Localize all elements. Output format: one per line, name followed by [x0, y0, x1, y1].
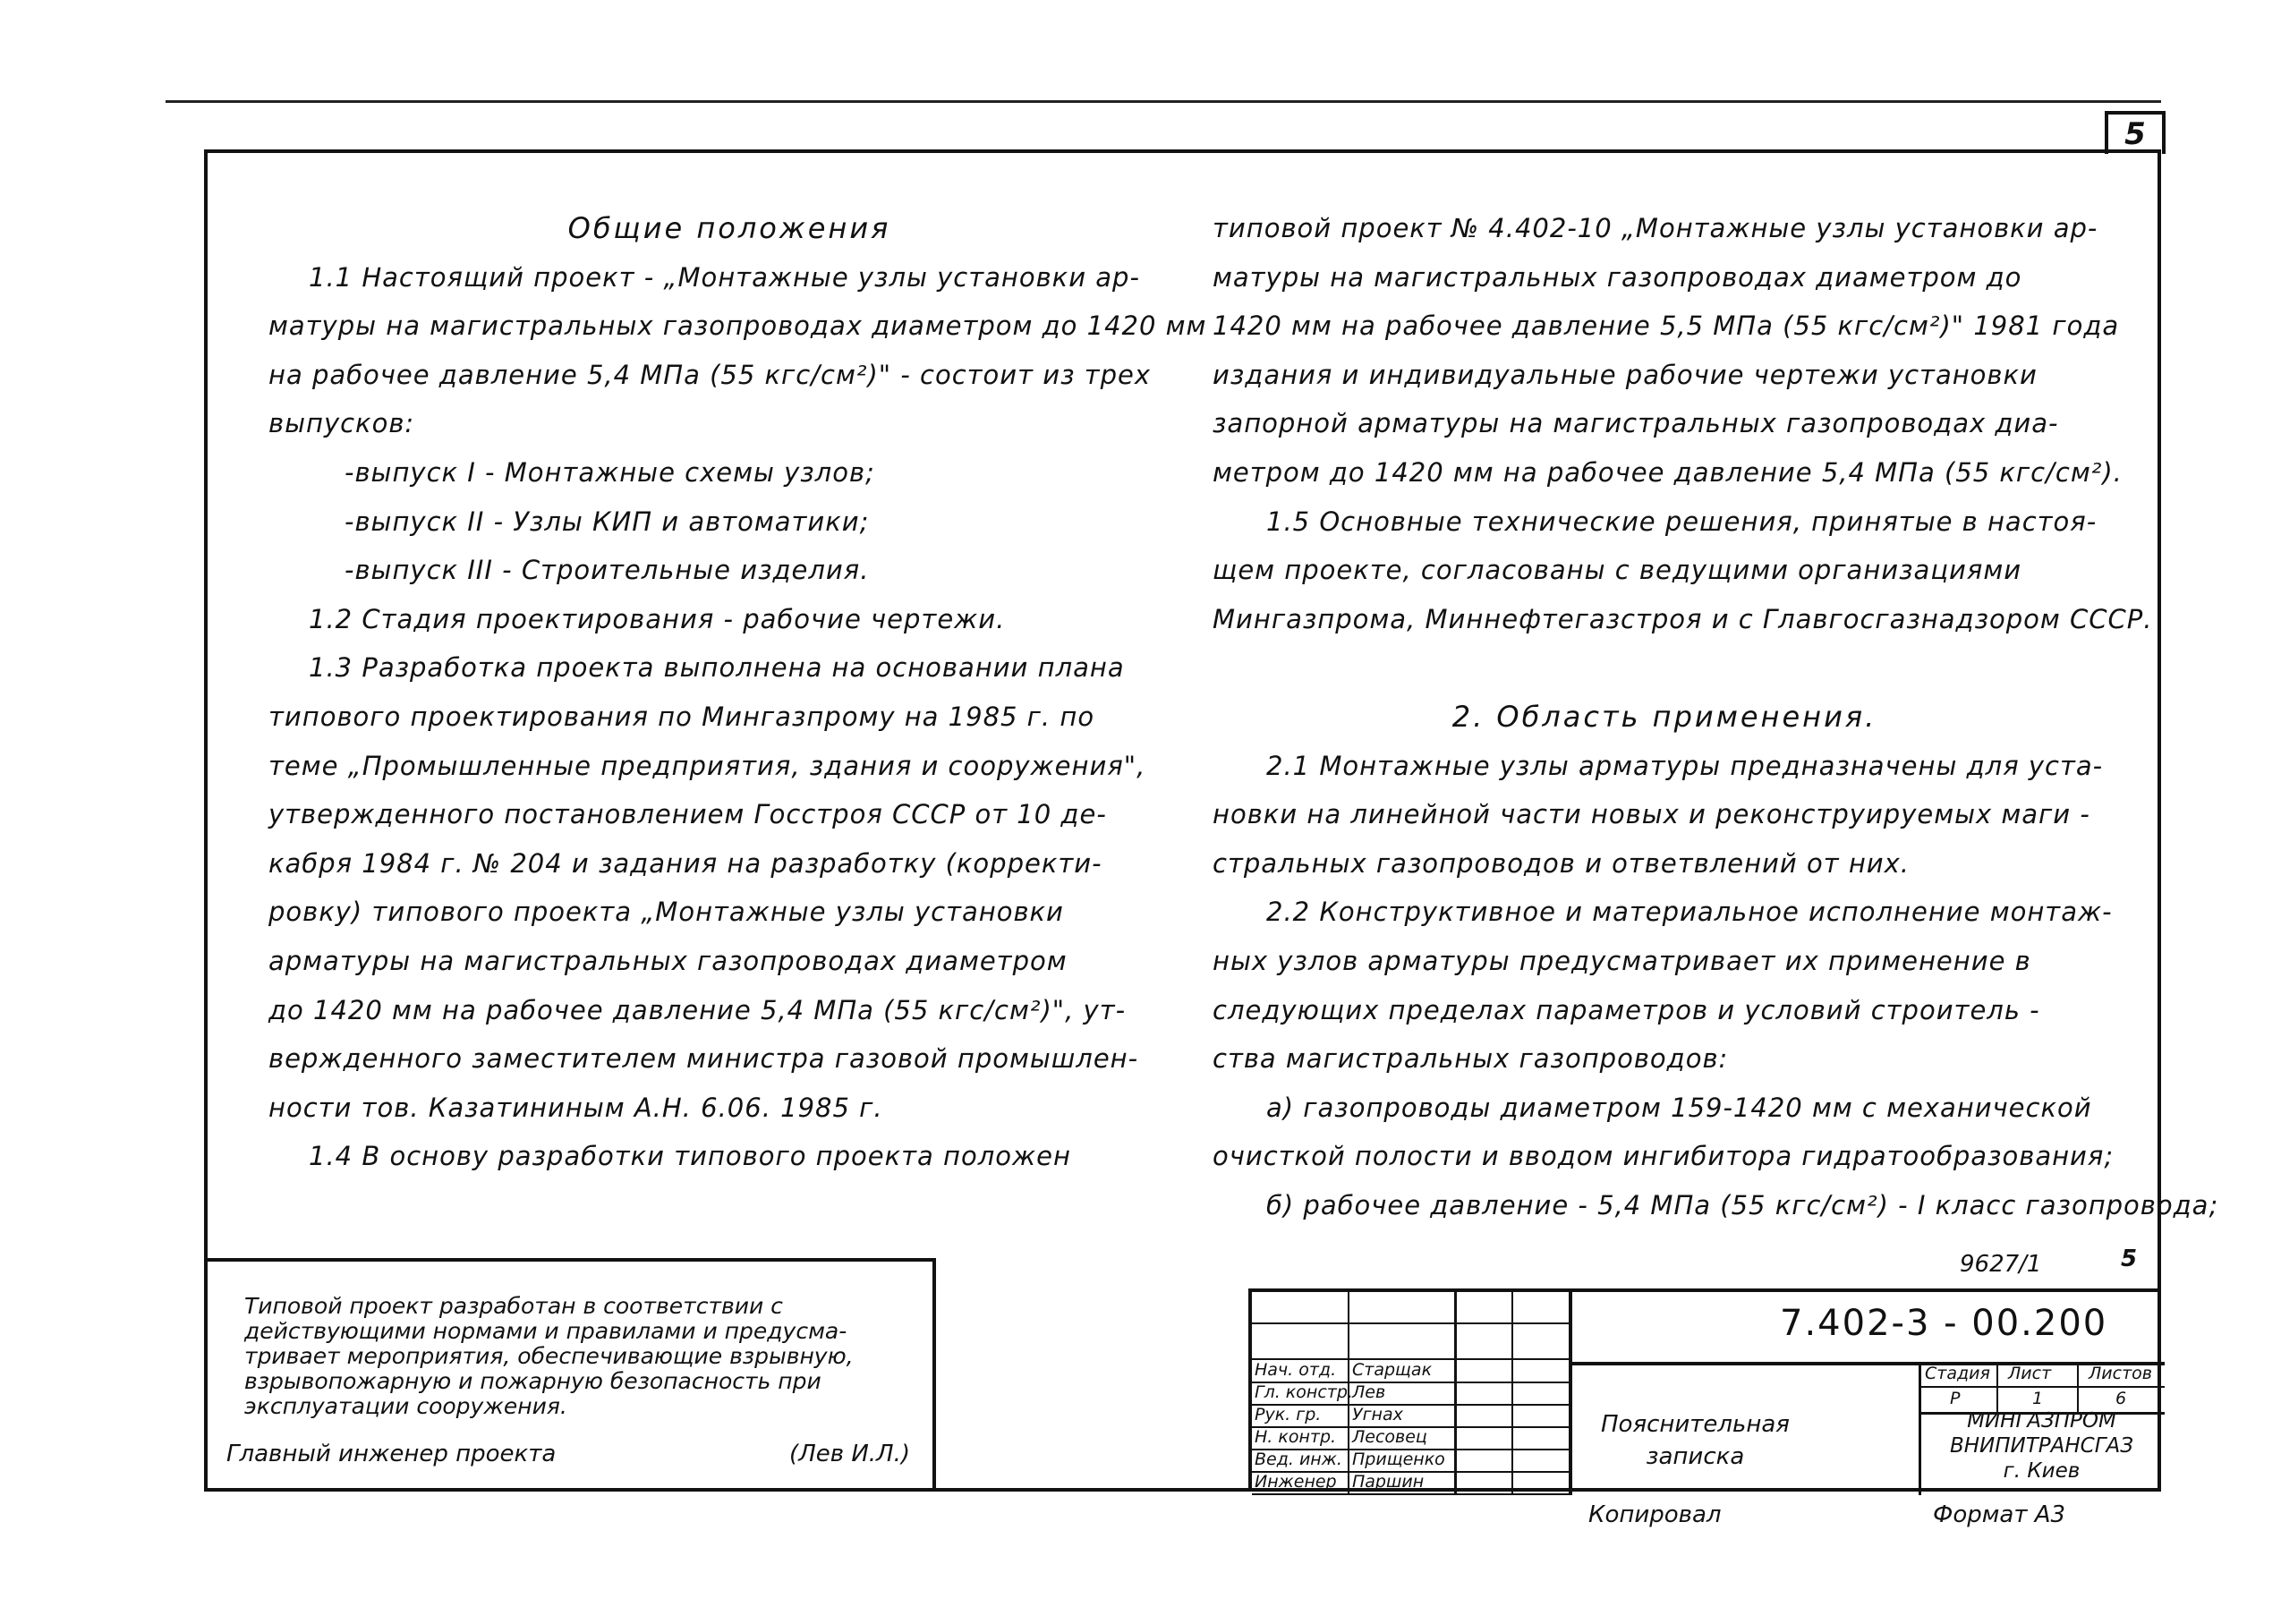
sheet-header: Лист	[2008, 1364, 2052, 1383]
signature-name: Старщак	[1352, 1360, 1433, 1380]
text-line: 1.5 Основные технические решения, принятые в настоя-	[1266, 506, 2098, 537]
note-text: Типовой проект разработан в соответствии с действующими нормами и правилами и предусма- тривает мероприятия, обеспечивающие взрывную, взрывопожарную и пожарную безопасность при эксплуатации сооружения.	[244, 1293, 854, 1419]
text-line: щем проекте, согласованы с ведущими организациями	[1213, 555, 2022, 586]
text-line: а) газопроводы диаметром 159-1420 мм с механической	[1266, 1092, 2092, 1123]
left-column	[268, 204, 1207, 1181]
signature-role: Н. контр.	[1255, 1427, 1337, 1447]
text-line: на рабочее давление 5,4 МПа (55 кгс/см²)" - состоит из трех	[268, 359, 1152, 390]
signature-role: Нач. отд.	[1255, 1360, 1337, 1380]
text-line: 1420 мм на рабочее давление 5,5 МПа (55 кгс/см²)" 1981 года	[1213, 310, 2120, 342]
text-line: 1.2 Стадия проектирования - рабочие чертежи.	[309, 603, 1006, 634]
signer-name: (Лев И.Л.)	[789, 1441, 910, 1467]
text-line: запорной арматуры на магистральных газопроводах диа-	[1213, 408, 2059, 439]
copied-label: Копировал	[1588, 1501, 1722, 1528]
text-line: издания и индивидуальные рабочие чертежи установки	[1213, 359, 2038, 390]
text-line: арматуры на магистральных газопроводах диаметром	[268, 945, 1068, 976]
text-line: -выпуск II - Узлы КИП и автоматики;	[345, 506, 870, 537]
grid-line	[1996, 1362, 1998, 1412]
text-line: матуры на магистральных газопроводах диаметром до 1420 мм	[268, 310, 1207, 342]
sheet-number: 5	[2105, 111, 2166, 154]
text-line: 1.1 Настоящий проект - „Монтажные узлы установки ар-	[309, 261, 1140, 293]
text-line: 1.3 Разработка проекта выполнена на основании плана	[309, 652, 1125, 684]
grid-line	[2077, 1362, 2079, 1412]
text-line: Мингазпрома, Миннефтегазстроя и с Главгосгазнадзором СССР.	[1213, 603, 2153, 634]
text-line: теме „Промышленные предприятия, здания и сооружения",	[268, 750, 1146, 781]
top-trim-line	[166, 100, 2161, 103]
signature-name: Лев	[1352, 1382, 1386, 1402]
stage-value: Р	[1950, 1389, 1961, 1408]
signature-role: Рук. гр.	[1255, 1405, 1322, 1424]
sheet-value: 1	[2032, 1389, 2044, 1408]
signature-name: Прищенко	[1352, 1450, 1445, 1469]
org-line: ВНИПИТРАНСГАЗ	[1949, 1434, 2134, 1458]
title-block	[1248, 1288, 2161, 1492]
sheets-value: 6	[2115, 1389, 2127, 1408]
text-line: стральных газопроводов и ответвлений от них.	[1213, 847, 1911, 879]
org-line: г. Киев	[2003, 1459, 2081, 1483]
signer-role: Главный инженер проекта	[226, 1441, 557, 1467]
text-line: следующих пределах параметров и условий строитель -	[1213, 994, 2040, 1025]
organization	[1919, 1408, 2165, 1484]
text-line: матуры на магистральных газопроводах диаметром до	[1213, 261, 2022, 293]
text-line: -выпуск I - Монтажные схемы узлов;	[345, 456, 875, 488]
signature-role: Инженер	[1255, 1472, 1337, 1492]
grid-line	[1919, 1386, 2165, 1388]
text-line: выпусков:	[268, 408, 415, 439]
signature-role: Вед. инж.	[1255, 1450, 1342, 1469]
signature-row-divider	[1252, 1493, 1569, 1495]
text-line	[1213, 643, 2116, 693]
text-line: б) рабочее давление - 5,4 МПа (55 кгс/см²) - I класс газопровода;	[1266, 1189, 2219, 1220]
text-line: очисткой полости и вводом ингибитора гидратообразования;	[1213, 1141, 2115, 1172]
sheets-header: Листов	[2089, 1364, 2152, 1383]
section-heading: 2. Область применения.	[1451, 699, 1877, 734]
signature-name: Лесовец	[1352, 1427, 1427, 1447]
text-line: типового проектирования по Мингазпрому на 1985 г. по	[268, 701, 1095, 732]
text-line: 2.2 Конструктивное и материальное исполнение монтаж-	[1266, 897, 2113, 928]
text-line: метром до 1420 мм на рабочее давление 5,4 МПа (55 кгс/см²).	[1213, 456, 2123, 488]
grid-line	[1569, 1292, 1572, 1495]
signature-name: Паршин	[1352, 1472, 1425, 1492]
text-line: 2.1 Монтажные узлы арматуры предназначены для уста-	[1266, 750, 2104, 781]
text-line: ности тов. Казатининым А.Н. 6.06. 1985 г.	[268, 1092, 883, 1123]
grid-line	[1252, 1322, 1569, 1324]
inventory-number: 9627/1	[1960, 1251, 2042, 1278]
text-line: ства магистральных газопроводов:	[1213, 1043, 1729, 1075]
document-title-line: Пояснительная	[1601, 1411, 1790, 1438]
text-line: типовой проект № 4.402-10 „Монтажные узлы установки ар-	[1213, 213, 2098, 243]
text-line: кабря 1984 г. № 204 и задания на разработку (корректи-	[268, 847, 1102, 879]
stage-header: Стадия	[1925, 1364, 1990, 1383]
text-line: вержденного заместителем министра газовой промышлен-	[268, 1043, 1139, 1075]
document-code: 7.402-3 - 00.200	[1780, 1303, 2108, 1344]
text-line: 1.4 В основу разработки типового проекта положен	[309, 1141, 1071, 1172]
text-line: новки на линейной части новых и реконструируемых маги -	[1213, 799, 2090, 830]
text-line: ровку) типового проекта „Монтажные узлы установки	[268, 897, 1064, 928]
section-heading: Общие положения	[567, 211, 891, 245]
document-title-line: записка	[1646, 1443, 1745, 1470]
text-line: ных узлов арматуры предусматривает их применение в	[1213, 945, 2031, 976]
text-line: -выпуск III - Строительные изделия.	[345, 555, 870, 586]
document-title	[1601, 1408, 1790, 1473]
inventory-page: 5	[2121, 1246, 2138, 1272]
org-line: МИНГАЗПРОМ	[1967, 1409, 2116, 1433]
grid-line	[1454, 1292, 1457, 1495]
grid-line	[1569, 1362, 2165, 1365]
text-line: утвержденного постановлением Госстроя СССР от 10 де-	[268, 799, 1107, 830]
signature-name: Угнах	[1352, 1405, 1403, 1424]
grid-line	[1511, 1292, 1513, 1495]
signature-role: Гл. констр.	[1255, 1382, 1353, 1402]
format-label: Формат А3	[1933, 1501, 2066, 1528]
compliance-note	[204, 1258, 936, 1492]
right-column	[1213, 204, 2219, 1229]
text-line: до 1420 мм на рабочее давление 5,4 МПа (55 кгс/см²)", ут-	[268, 994, 1127, 1025]
